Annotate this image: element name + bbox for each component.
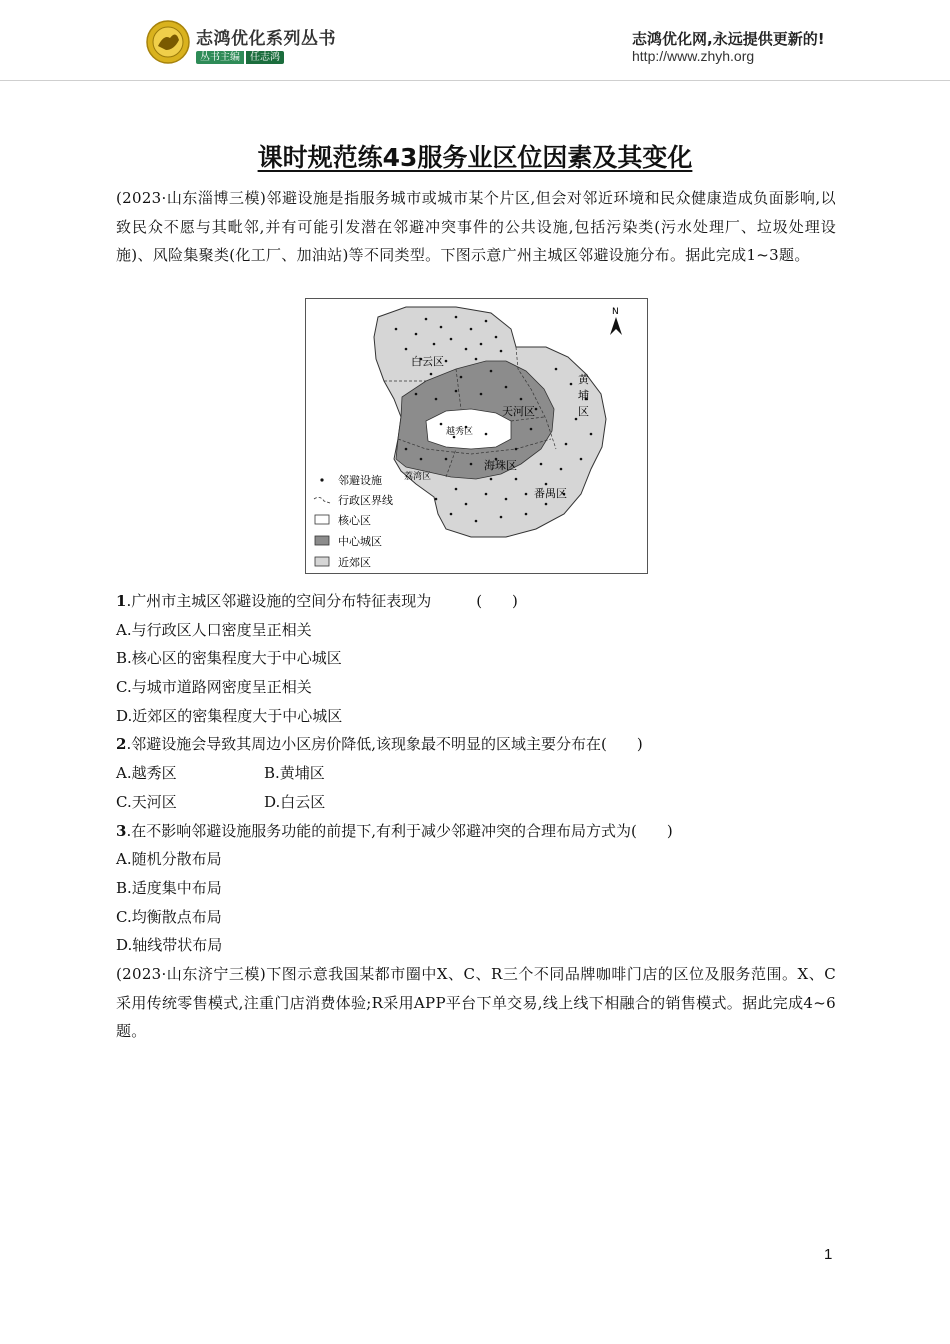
guangzhou-map — [306, 299, 647, 573]
passage-1: (2023·山东淄博三模)邻避设施是指服务城市或城市某个片区,但会对邻近环境和民众健康造成负面影响,以致民众不愿与其毗邻,并有可能引发潜在邻避冲突事件的公共设施,包括污染类(污水处理厂、垃圾处理设施)、风险集聚类(化工厂、加油站)等不同类型。下图示意广州主城区邻避设施分布。据此完成1~3题。 — [116, 189, 836, 264]
brand-logo-icon — [146, 20, 190, 64]
label-huangpu-1: 黄 — [578, 373, 589, 386]
legend-central-swatch — [315, 536, 329, 545]
q1-option-b[interactable]: B.核心区的密集程度大于中心城区 — [116, 649, 342, 668]
label-haizhu: 海珠区 — [484, 459, 517, 472]
q3-option-c[interactable]: C.均衡散点布局 — [116, 907, 222, 926]
q1-option-c[interactable]: C.与城市道路网密度呈正相关 — [116, 678, 312, 697]
q1-option-a[interactable]: A.与行政区人口密度呈正相关 — [116, 620, 312, 639]
q1-stem-text: .广州市主城区邻避设施的空间分布特征表现为 ( ) — [126, 592, 518, 610]
legend-facility-icon — [320, 478, 323, 481]
map-legend — [314, 473, 393, 569]
legend-boundary-icon — [314, 497, 330, 503]
label-yuexiu: 越秀区 — [446, 427, 474, 437]
q2-option-b[interactable]: B.黄埔区 — [264, 764, 325, 783]
brand-tag — [196, 48, 284, 62]
label-liwan: 荔湾区 — [404, 472, 432, 482]
q2-options-row-1 — [116, 759, 836, 788]
q1-stem — [116, 587, 836, 616]
guangzhou-map-figure — [305, 298, 648, 574]
north-label: N — [612, 307, 619, 317]
page-header — [0, 0, 950, 80]
legend-suburb-swatch — [315, 557, 329, 566]
q2-option-c[interactable]: C.天河区 — [116, 792, 177, 811]
header-divider — [0, 80, 950, 81]
q2-stem-text: .邻避设施会导致其周边小区房价降低,该现象最不明显的区域主要分布在( ) — [126, 735, 643, 754]
q1-option-d[interactable]: D.近郊区的密集程度大于中心城区 — [116, 706, 343, 725]
legend-suburb-label: 近郊区 — [338, 556, 371, 569]
brand-tag-editor-name: 任志鸿 — [246, 51, 284, 64]
site-slogan: 志鸿优化网,永远提供更新的! — [632, 30, 825, 48]
q3-option-d[interactable]: D.轴线带状布局 — [116, 936, 223, 955]
north-arrow-icon — [610, 317, 622, 335]
brand-title: 志鸿优化系列丛书 — [196, 29, 336, 49]
label-baiyun: 白云区 — [411, 355, 444, 368]
q3-number: 3 — [116, 821, 127, 840]
q2-options-row-2 — [116, 788, 836, 817]
q3-option-a[interactable]: A.随机分散布局 — [116, 850, 222, 869]
legend-facility-label: 邻避设施 — [338, 474, 382, 487]
q2-number: 2 — [116, 735, 127, 754]
legend-core-label: 核心区 — [338, 514, 371, 527]
q1-number: 1 — [116, 592, 127, 610]
site-url-link[interactable]: http://www.zhyh.org — [632, 48, 755, 64]
page-title: 课时规范练43服务业区位因素及其变化 — [257, 143, 693, 172]
label-panyu: 番禺区 — [534, 487, 567, 500]
q3-option-b[interactable]: B.适度集中布局 — [116, 878, 222, 897]
question-block — [116, 587, 836, 960]
legend-central-label: 中心城区 — [338, 535, 382, 548]
brand-tag-editor-label: 丛书主编 — [196, 51, 244, 64]
label-tianhe: 天河区 — [502, 405, 535, 418]
q2-stem — [116, 730, 836, 759]
q3-stem — [116, 817, 836, 846]
label-huangpu-3: 区 — [578, 405, 589, 418]
legend-boundary-label: 行政区界线 — [338, 494, 393, 507]
q2-option-a[interactable]: A.越秀区 — [116, 764, 177, 783]
page-number: 1 — [824, 1246, 833, 1263]
passage-2: (2023·山东济宁三模)下图示意我国某都市圈中X、C、R三个不同品牌咖啡门店的区位及服务范围。X、C采用传统零售模式,注重门店消费体验;R采用APP平台下单交易,线上线下相融合的销售模式。据此完成4~6题。 — [116, 965, 836, 1040]
q2-option-d[interactable]: D.白云区 — [264, 792, 326, 811]
label-huangpu-2: 埔 — [578, 389, 589, 402]
q3-stem-text: .在不影响邻避设施服务功能的前提下,有利于减少邻避冲突的合理布局方式为( ) — [126, 821, 673, 840]
legend-core-swatch — [315, 515, 329, 524]
